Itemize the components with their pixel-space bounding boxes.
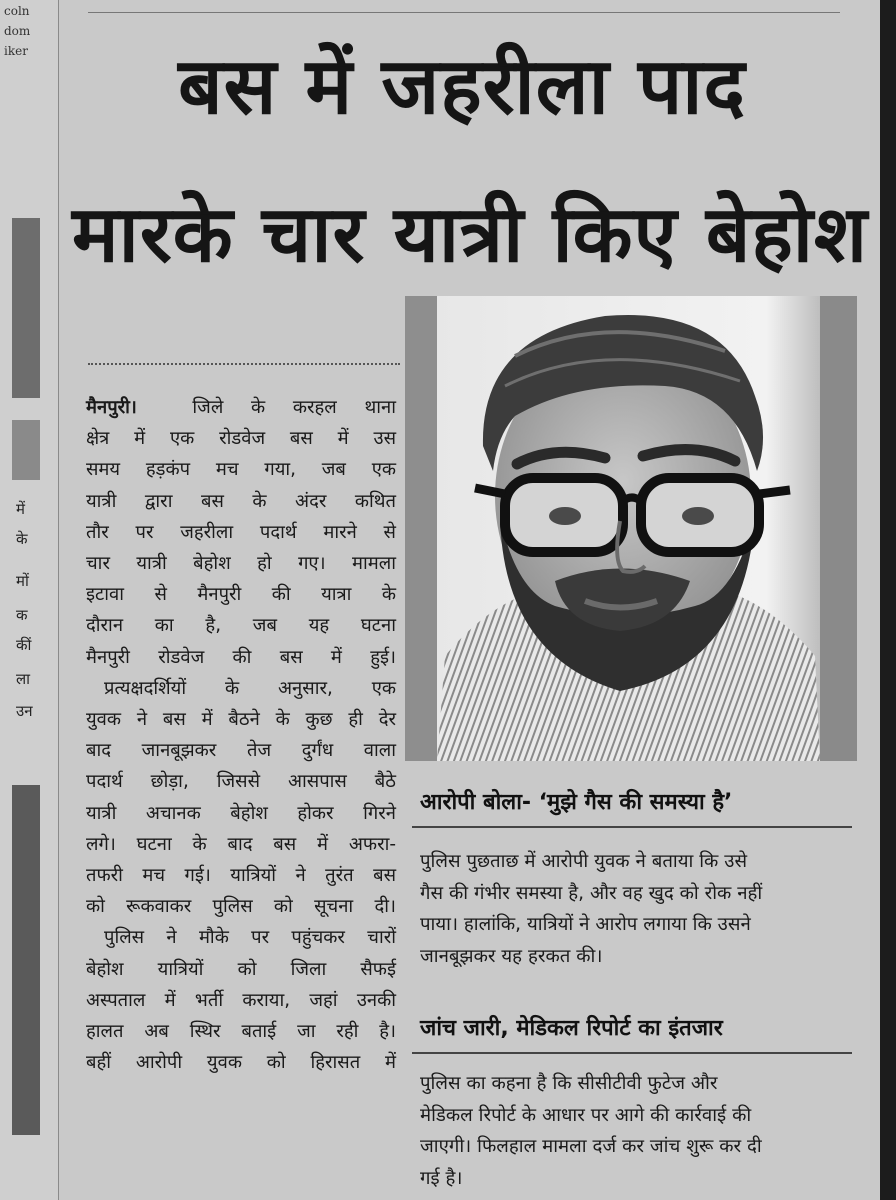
- adjacent-text: मों: [16, 572, 29, 590]
- adjacent-text: ला: [16, 670, 31, 688]
- article-line: लगे। घटना के बाद बस में अफरा-: [86, 833, 396, 855]
- adjacent-snippet: dom: [4, 24, 31, 38]
- top-rule: [88, 12, 840, 13]
- article-line: को रूकवाकर पुलिस को सूचना दी।: [86, 896, 396, 918]
- article-line: तफरी मच गई। यात्रियों ने तुरंत बस: [86, 865, 396, 887]
- adjacent-text: में: [16, 500, 25, 518]
- adjacent-photo: [12, 218, 40, 398]
- section-line: गई है।: [420, 1167, 463, 1189]
- portrait-photo-icon: [405, 296, 857, 761]
- article-line: बहीं आरोपी युवक को हिरासत में: [86, 1052, 396, 1074]
- article-line: बेहोश यात्रियों को जिला सैफई: [86, 958, 396, 980]
- adjacent-text: कीं: [16, 636, 32, 654]
- article-line: क्षेत्र में एक रोडवेज बस में उस: [86, 428, 396, 450]
- article-line: हालत अब स्थिर बताई जा रही है।: [86, 1021, 396, 1043]
- section-line: जानबूझकर यह हरकत की।: [420, 945, 603, 967]
- section-heading-investigation: जांच जारी, मेडिकल रिपोर्ट का इंतजार: [420, 1016, 723, 1041]
- article-line: प्रत्यक्षदर्शियों के अनुसार, एक: [104, 677, 396, 699]
- adjacent-snippet: coln: [4, 4, 30, 18]
- article-line: मैनपुरी रोडवेज की बस में हुई।: [86, 646, 396, 668]
- section-body-investigation: [420, 1068, 850, 1194]
- section-line: जाएगी। फिलहाल मामला दर्ज कर जांच शुरू कर दी: [420, 1136, 762, 1157]
- section-line: पाया। हालांकि, यात्रियों ने आरोप लगाया कि उसने: [420, 914, 751, 935]
- section-line: गैस की गंभीर समस्या है, और वह खुद को रोक नहीं: [420, 882, 763, 904]
- adjacent-text: क: [16, 606, 28, 624]
- page-edge-shadow: [880, 0, 896, 1200]
- article-line: जिले के करहल थाना: [192, 397, 397, 418]
- column-rule: [88, 363, 400, 365]
- dateline: मैनपुरी।: [86, 397, 137, 418]
- article-body: [86, 392, 396, 1078]
- section-body-accused: [420, 846, 850, 972]
- section-rule: [412, 1052, 852, 1054]
- section-line: मेडिकल रिपोर्ट के आधार पर आगे की कार्रवाई की: [420, 1104, 752, 1126]
- adjacent-snippet: iker: [4, 44, 28, 58]
- adjacent-photo: [12, 420, 40, 480]
- article-line: अस्पताल में भर्ती कराया, जहां उनकी: [86, 989, 396, 1011]
- article-line: तौर पर जहरीला पदार्थ मारने से: [86, 521, 396, 543]
- section-line: पुलिस पुछताछ में आरोपी युवक ने बताया कि उसे: [420, 851, 748, 872]
- article-line: चार यात्री बेहोश हो गए। मामला: [86, 553, 396, 575]
- adjacent-photo: [12, 785, 40, 1135]
- article-line: पदार्थ छोड़ा, जिससे आसपास बैठे: [86, 771, 396, 793]
- article-line: समय हड़कंप मच गया, जब एक: [86, 459, 396, 481]
- article-line: इटावा से मैनपुरी की यात्रा के: [86, 584, 396, 606]
- adjacent-text: के: [16, 530, 28, 548]
- article-line: यात्री अचानक बेहोश होकर गिरने: [86, 802, 396, 824]
- article-line: दौरान का है, जब यह घटना: [86, 615, 396, 637]
- section-heading-accused: आरोपी बोला- ‘मुझे गैस की समस्या है’: [420, 790, 733, 815]
- article-line: बाद जानबूझकर तेज दुर्गंध वाला: [86, 740, 396, 762]
- article-line: पुलिस ने मौके पर पहुंचकर चारों: [104, 927, 396, 949]
- adjacent-column-strip: [0, 0, 59, 1200]
- adjacent-text: उन: [16, 702, 33, 720]
- headline-line-1: बस में जहरीला पाद: [178, 42, 746, 132]
- section-line: पुलिस का कहना है कि सीसीटीवी फुटेज और: [420, 1073, 718, 1094]
- section-rule: [412, 826, 852, 828]
- article-line: यात्री द्वारा बस के अंदर कथित: [86, 490, 396, 512]
- article-line: युवक ने बस में बैठने के कुछ ही देर: [86, 709, 396, 731]
- headline-line-2: मारके चार यात्री किए बेहोश: [72, 190, 869, 280]
- portrait-photo: [405, 296, 857, 761]
